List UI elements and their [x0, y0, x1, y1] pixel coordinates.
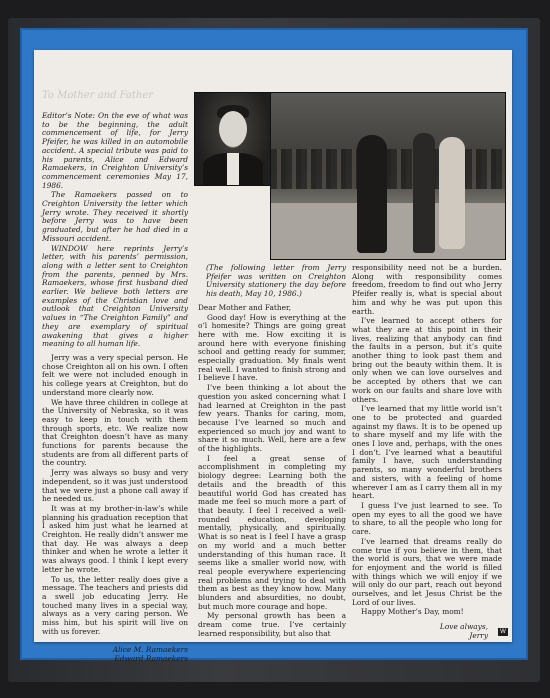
parents-letter-5: To us, the letter really does give a message. The teachers and priests did a swell job educating Jerry. He touched many lives in a special way, always as a very caring person. We miss him, but his spirit will live on with us forever.: [42, 574, 188, 636]
newspaper-clipping: [34, 50, 512, 664]
letter-para-5: responsibility need not be a burden. Along with responsibility comes freedom, freedom to find out who Jerry Pfeifer really is, what is special about him and why he was put upon this earth.: [352, 263, 502, 316]
signature-edward: Edward Ramaekers: [114, 654, 188, 664]
commencement-photo: [270, 92, 506, 260]
letter-para-9: I’ve learned that dreams really do come true if you believe in them, that the world is ours, that we were made for enjoyment and the world is filled with things which we will enjoy if we will only do our part, reach out beyond ourselves, and let Jesus Christ be the Lord of our lives.: [352, 536, 502, 607]
letter-para-3: I feel a great sense of accomplishment in completing my biology degree: Learning both the details and the breadth of this beautiful world God has created has made me feel so much more a part of that beauty. I feel I received a well-rounded education, developing mentally, physically, and spiritually. What is so neat is I feel I have a grasp on my world and a much better understanding of this human race. It seems like a smaller world now, with real people everywhere experiencing real problems and trying to deal with them as best as they know how. Many blunders and absurdities, no doubt, but much more courage and hope.: [198, 453, 346, 611]
portrait-photo: [194, 92, 272, 186]
letter-para-1: Good day! How is everything at the o’l homesite? Things are going great here with me. How exciting it is around here with everyone finishing school and getting ready for summer, especially graduation. My finals went real well. I wanted to finish strong and I believe I have.: [198, 312, 346, 383]
parents-letter-4: It was at my brother-in-law’s while planning his graduation reception that I asked him just what he learned at Creighton. He really didn’t answer me that day. He was always a deep thinker and when he wrote a letter it was always good. I think I kept every letter he wrote.: [42, 503, 188, 574]
column-left: [42, 112, 188, 664]
blue-mat: [20, 28, 528, 664]
closing-jerry: Jerry: [469, 630, 488, 640]
parents-letter-2: We have three children in college at the University of Nebraska, so it was easy to keep in touch with them through sports, etc. We realize now that Creighton doesn’t have as many functions for parents because the students are from all different parts of the country.: [42, 397, 188, 468]
letter-para-4: My personal growth has been a dream come true. I’ve certainly learned responsibility, but also that: [198, 611, 346, 638]
letter-para-10: Happy Mother’s Day, mom!: [361, 607, 464, 617]
signature-alice: Alice M. Ramaekers: [112, 645, 188, 655]
closing-love-always: Love always,: [439, 622, 488, 632]
column-right: [352, 264, 502, 641]
faint-heading: To Mother and Father: [42, 90, 154, 101]
column-middle: [198, 264, 346, 640]
editor-note-3: WINDOW here reprints Jerry’s letter, with his parents’ permission, along with a letter sent to Creighton from the parents, penned by Mrs. Ramaekers, whose first husband died earlier. We believe both letters are examples of the Christian love and outlook that Creighton University values in “The Creighton Family” and they are exemplary of spiritual awakening that gives a higher meaning to all human life.: [42, 243, 188, 349]
letter-salutation: Dear Mother and Father,: [198, 302, 292, 312]
end-mark: W: [498, 628, 508, 636]
parents-letter-3: Jerry was always so busy and very independent, so it was just understood that we were just a phone call away if he needed us.: [42, 468, 188, 504]
letter-para-8: I guess I’ve just learned to see. To open my eyes to all the good we have to share, to all the people who long for care.: [352, 500, 502, 537]
editor-note-1: Editor’s Note: On the eve of what was to be the beginning, the adult commencement of life, for Jerry Pfeifer, he was killed in an automobile accident. A special tribute was paid to his parents, Alice and Edward Ramaekers, in Creighton University’s commencement ceremonies May 17, 1986.: [42, 111, 188, 190]
letter-intro: (The following letter from Jerry Pfeifer was written on Creighton University stationery the day before his death, May 10, 1986.): [206, 263, 346, 299]
letter-para-7: I’ve learned that my little world isn’t one to be protected and guarded against my flaws. It is to be opened up to share myself and my life with the ones I love and, perhaps, with the ones I don’t. I’ve learned what a beautiful family I have, such understanding parents, so many wonderful brothers and sisters, with a feeling of home wherever I am as I carry them all in my heart.: [352, 404, 502, 501]
editor-note-2: The Ramaekers passed on to Creighton University the letter which Jerry wrote. They received it shortly before Jerry was to have been graduated, but after he had died in a Missouri accident.: [42, 190, 188, 243]
parents-letter-1: Jerry was a very special person. He chose Creighton all on his own. I often felt we were not included enough in his college years at Creighton, but do understand more clearly now.: [42, 352, 188, 397]
letter-para-6: I’ve learned to accept others for what they are at this point in their lives, realizing that anybody can find the faults in a person, but it’s quite another thing to look past them and bring out the beauty within them. It is only when we can love ourselves and be accepted by others that we can work on our faults and share love with others.: [352, 316, 502, 404]
letter-para-2: I’ve been thinking a lot about the question you asked concerning what I had learned at Creighton in the past few years. Thanks for caring, mom, because I’ve learned so much and experienced so much joy and want to share it so much. Well, here are a few of the highlights.: [198, 383, 346, 454]
